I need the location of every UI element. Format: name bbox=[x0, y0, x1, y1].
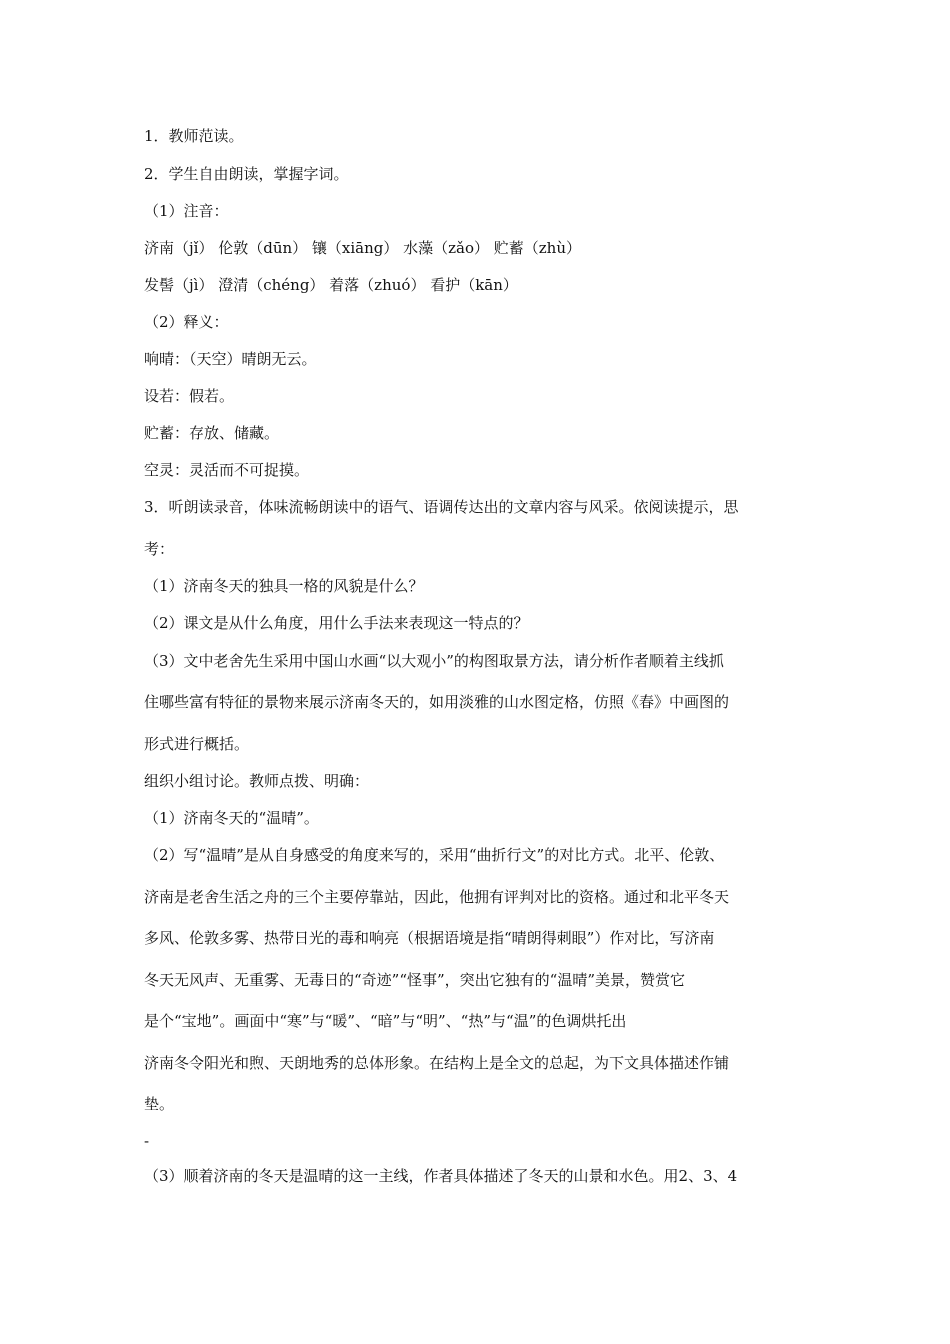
text-line: 响晴：（天空）晴朗无云。 bbox=[144, 350, 317, 368]
text-line: （3）文中老舍先生采用中国山水画“以大观小”的构图取景方法，请分析作者顺着主线抓 bbox=[144, 652, 724, 670]
text-line: 组织小组讨论。教师点拨、明确： bbox=[144, 772, 370, 790]
text-line: （2）写“温晴”是从自身感受的角度来写的，采用“曲折行文”的对比方式。北平、伦敦、 bbox=[144, 846, 725, 864]
text-line: 发髻（jì） 澄清（chéng） 着落（zhuó） 看护（kān） bbox=[144, 276, 518, 294]
text-line: 是个“宝地”。画面中“寒”与“暖”、“暗”与“明”、“热”与“温”的色调烘托出 bbox=[144, 1012, 627, 1030]
text-line: 济南是老舍生活之舟的三个主要停靠站，因此，他拥有评判对比的资格。通过和北平冬天 bbox=[144, 888, 730, 906]
text-line: 贮蓄：存放、储藏。 bbox=[144, 424, 280, 442]
text-line: （1）济南冬天的独具一格的风貌是什么？ bbox=[144, 577, 424, 595]
text-line: 考： bbox=[144, 540, 175, 558]
text-line: 设若：假若。 bbox=[144, 387, 235, 405]
text-line: 垫。 bbox=[144, 1095, 175, 1113]
text-line: （3）顺着济南的冬天是温晴的这一主线，作者具体描述了冬天的山景和水色。用2、3、4 bbox=[144, 1167, 738, 1185]
text-line: （2）课文是从什么角度，用什么手法来表现这一特点的？ bbox=[144, 614, 529, 632]
text-line: 形式进行概括。 bbox=[144, 735, 250, 753]
text-line: （2）释义： bbox=[144, 313, 229, 331]
text-line: 冬天无风声、无重雾、无毒日的“奇迹”“怪事”，突出它独有的“温晴”美景，赞赏它 bbox=[144, 971, 686, 989]
text-line: 住哪些富有特征的景物来展示济南冬天的，如用淡雅的山水图定格，仿照《春》中画图的 bbox=[144, 693, 730, 711]
text-line: （1）注音： bbox=[144, 202, 229, 220]
text-line: （1）济南冬天的“温晴”。 bbox=[144, 809, 319, 827]
text-line: 空灵：灵活而不可捉摸。 bbox=[144, 461, 310, 479]
text-line: 3．听朗读录音，体味流畅朗读中的语气、语调传达出的文章内容与风采。依阅读提示，思 bbox=[144, 498, 739, 516]
text-line: 济南（jǐ） 伦敦（dūn） 镶（xiāng） 水藻（zǎo） 贮蓄（zhù） bbox=[144, 239, 582, 257]
text-line: 多风、伦敦多雾、热带日光的毒和响亮（根据语境是指“晴朗得刺眼”）作对比，写济南 bbox=[144, 929, 715, 947]
text-line: 2．学生自由朗读，掌握字词。 bbox=[144, 165, 349, 183]
text-line: - bbox=[144, 1132, 150, 1150]
text-line: 1．教师范读。 bbox=[144, 127, 244, 145]
text-line: 济南冬令阳光和煦、天朗地秀的总体形象。在结构上是全文的总起，为下文具体描述作铺 bbox=[144, 1054, 730, 1072]
